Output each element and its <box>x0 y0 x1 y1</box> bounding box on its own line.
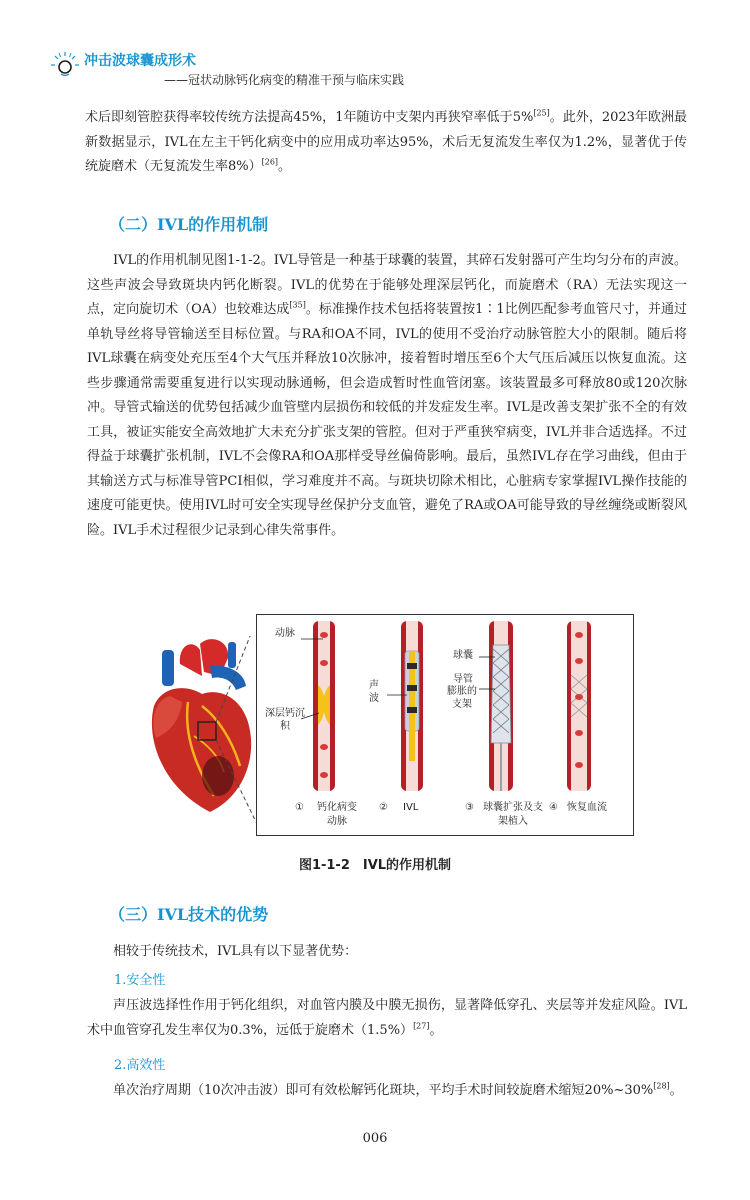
step-4-label: 恢复血流 <box>567 802 607 813</box>
section-heading-mechanism: （二）IVL的作用机制 <box>109 215 269 234</box>
heart-illustration <box>140 636 265 826</box>
book-title: 冲击波球囊成形术 <box>84 53 196 69</box>
vessel-ivl <box>387 621 423 791</box>
step-3-num: ③ <box>465 802 474 813</box>
mechanism-figure-panel <box>256 614 634 836</box>
label-deep-calcium: 深层钙沉积 <box>265 708 305 732</box>
book-subtitle: ——冠状动脉钙化病变的精准干预与临床实践 <box>164 73 405 87</box>
intro-text-3: 。 <box>278 159 292 174</box>
step-3-label: 球囊扩张及支架植入 <box>483 802 543 827</box>
subheading-efficiency: 2.高效性 <box>114 1058 166 1073</box>
label-guide-tube: 导管 <box>453 674 473 685</box>
label-expanded-stent: 膨胀的支架 <box>447 686 477 710</box>
step-2-label: IVL <box>403 802 419 813</box>
safety-paragraph <box>87 994 687 1043</box>
label-balloon: 球囊 <box>453 650 473 661</box>
step-4-num: ④ <box>549 802 558 813</box>
vessel-stent <box>479 621 513 791</box>
mechanism-text: IVL的作用机制见图1-1-2。IVL导管是一种基于球囊的装置，其碎石发射器可产生均匀分布的声波。这些声波会导致斑块内钙化断裂。IVL的优势在于能够处理深层钙化，而旋磨术（RA）无法实现这一点，定向旋切术（OA）也较难达成 <box>87 253 687 317</box>
advantages-intro: 相较于传统技术，IVL具有以下显著优势： <box>113 944 358 959</box>
section-heading-advantages: （三）IVL技术的优势 <box>109 905 269 924</box>
vessel-calcified <box>301 621 335 791</box>
mechanism-paragraph <box>87 249 687 543</box>
label-sound-wave: 声波 <box>369 680 379 704</box>
page-number: 006 <box>362 1131 388 1146</box>
safety-tail: 。 <box>429 1022 443 1038</box>
intro-text-2: 。此外，2023年欧洲最新数据显示，IVL在左主干钙化病变中的应用成功率达95%，术后无复流发生率仅为1.2%，显著优于传统旋磨术（无复流发生率8%） <box>85 110 687 174</box>
step-1-label: 钙化病变动脉 <box>317 802 357 827</box>
step-2-num: ② <box>379 802 388 813</box>
efficiency-paragraph <box>87 1079 687 1104</box>
figure-caption: 图1-1-2 IVL的作用机制 <box>298 858 452 873</box>
intro-paragraph <box>85 106 687 180</box>
subheading-safety: 1.安全性 <box>114 973 166 988</box>
mechanism-text-2: 。标准操作技术包括将装置按1∶1比例匹配参考血管尺寸，并通过单轨导丝将导管输送至目标位置。与RA和OA不同，IVL的使用不受治疗动脉管腔大小的限制。随后将IVL球囊在病变处充压至4个大气压并释放10次脉冲，接着暂时增压至6个大气压后减压以恢复血流。这些步骤通常需要重复进行以实现动脉通畅，但会造成暂时性血管闭塞。该装置最多可释放80或120次脉冲。导管式输送的优势包括减少血管壁内层损伤和较低的并发症发生率。IVL是改善支架扩张不全的有效工具，被证实能安全高效地扩大未充分扩张支架的管腔。但对于严重狭窄病变，IVL并非合适选择。不过得益于球囊扩张机制，IVL不会像RA和OA那样受导丝偏倚影响。最后，虽然IVL存在学习曲线，但由于其输送方式与标准导管PCI相似，学习难度并不高。与斑块切除术相比，心脏病专家掌握IVL操作技能的速度可能更快。使用IVL时可安全实现导丝保护分支血管，避免了RA或OA可能导致的导丝缠绕或断裂风险。IVL手术过程很少记录到心律失常事件。 <box>87 302 687 538</box>
safety-text: 声压波选择性作用于钙化组织，对血管内膜及中膜无损伤，显著降低穿孔、夹层等并发症风险。IVL术中血管穿孔发生率仅为0.3%，远低于旋磨术（1.5%） <box>87 998 687 1038</box>
intro-text: 术后即刻管腔获得率较传统方法提高45%，1年随访中支架内再狭窄率低于5% <box>85 110 534 125</box>
vessel-restored <box>567 621 591 791</box>
sound-wave-logo-icon <box>50 50 80 80</box>
label-artery: 动脉 <box>275 628 295 639</box>
citation-26: [26] <box>261 157 279 167</box>
efficiency-text: 单次治疗周期（10次冲击波）即可有效松解钙化斑块，平均手术时间较旋磨术缩短20%~30% <box>113 1083 654 1098</box>
citation-28: [28] <box>653 1081 670 1091</box>
citation-27: [27] <box>413 1021 430 1031</box>
citation-35: [35] <box>289 300 306 310</box>
step-1-num: ① <box>295 802 304 813</box>
running-header <box>50 48 690 88</box>
efficiency-tail: 。 <box>669 1083 683 1098</box>
citation-25: [25] <box>533 108 550 118</box>
